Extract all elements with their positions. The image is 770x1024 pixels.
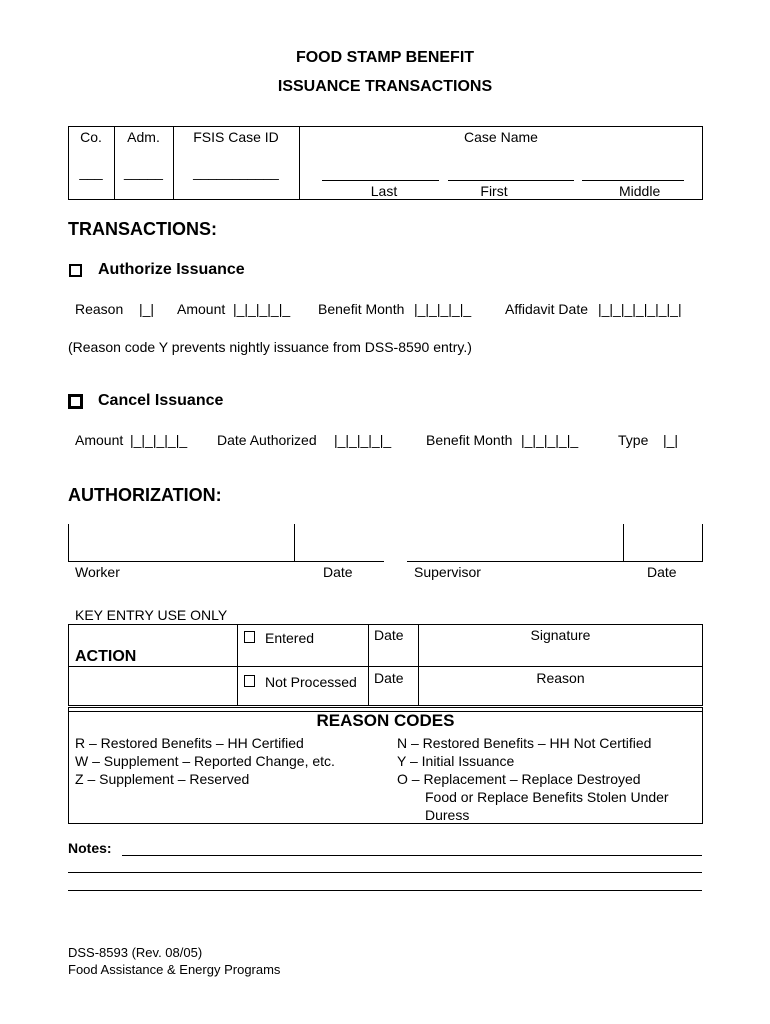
form-number: DSS-8593 (Rev. 08/05) (68, 945, 203, 960)
not-processed-checkbox[interactable] (244, 675, 255, 687)
cancel-amount-label: Amount (75, 432, 124, 448)
entered-date-label: Date (374, 627, 404, 643)
supervisor-signature-box-right (702, 524, 703, 562)
reason-code-z: Z – Supplement – Reserved (75, 771, 250, 787)
fsis-case-id-label: FSIS Case ID (193, 129, 279, 145)
signature-label: Signature (530, 627, 591, 643)
form-title-line-2: ISSUANCE TRANSACTIONS (277, 78, 493, 95)
type-label: Type (618, 432, 649, 448)
transactions-heading: TRANSACTIONS: (68, 219, 217, 239)
supervisor-signature-line[interactable] (407, 561, 702, 562)
date-authorized-field[interactable]: |_|_|_|_|_ (334, 432, 392, 448)
key-entry-label: KEY ENTRY USE ONLY (75, 607, 228, 623)
auth-reason-field[interactable]: |_| (139, 301, 155, 317)
reason-code-y: Y – Initial Issuance (397, 753, 515, 769)
notes-line-1[interactable] (122, 855, 702, 856)
authorize-issuance-checkbox[interactable] (69, 264, 82, 277)
worker-date-divider (294, 524, 295, 562)
first-name-field[interactable] (448, 180, 574, 181)
reason-code-o-cont-2: Duress (425, 807, 470, 823)
not-processed-label: Not Processed (265, 674, 357, 690)
notes-line-3[interactable] (68, 890, 702, 891)
auth-amount-field[interactable]: |_|_|_|_|_ (233, 301, 291, 317)
not-processed-date-label: Date (374, 670, 404, 686)
division-name: Food Assistance & Energy Programs (68, 962, 281, 977)
affidavit-date-label: Affidavit Date (505, 301, 589, 317)
cancel-issuance-checkbox[interactable] (68, 394, 83, 409)
reason-code-note: (Reason code Y prevents nightly issuance from DSS-8590 entry.) (68, 339, 472, 355)
reason-codes-heading: REASON CODES (316, 711, 455, 730)
middle-name-field[interactable] (582, 180, 684, 181)
supervisor-date-divider (623, 524, 624, 562)
reason-code-n: N – Restored Benefits – HH Not Certified (397, 735, 652, 751)
notes-line-2[interactable] (68, 872, 702, 873)
key-entry-row-divider (68, 666, 703, 667)
reason-codes-right-list (397, 734, 669, 824)
reason-code-r: R – Restored Benefits – HH Certified (75, 735, 304, 751)
auth-benefit-month-field[interactable]: |_|_|_|_|_ (414, 301, 472, 317)
case-name-label: Case Name (464, 129, 538, 145)
cancel-issuance-label: Cancel Issuance (98, 392, 224, 409)
authorize-issuance-label: Authorize Issuance (98, 261, 245, 278)
middle-label: Middle (619, 183, 661, 199)
reason-code-o-cont-1: Food or Replace Benefits Stolen Under (425, 789, 669, 805)
cancel-amount-field[interactable]: |_|_|_|_|_ (130, 432, 188, 448)
entered-checkbox[interactable] (244, 631, 255, 643)
worker-date-label: Date (323, 564, 353, 580)
key-entry-col-divider (368, 624, 369, 706)
last-name-field[interactable] (322, 180, 439, 181)
co-field[interactable]: ___ (79, 164, 103, 180)
reason-code-w: W – Supplement – Reported Change, etc. (75, 753, 335, 769)
adm-label: Adm. (127, 129, 160, 145)
auth-reason-label: Reason (75, 301, 124, 317)
authorization-heading: AUTHORIZATION: (68, 485, 222, 505)
adm-field[interactable]: _____ (124, 164, 163, 180)
affidavit-date-field[interactable]: |_|_|_|_|_|_|_| (598, 301, 682, 317)
cancel-benefit-month-field[interactable]: |_|_|_|_|_ (521, 432, 579, 448)
type-field[interactable]: |_| (663, 432, 679, 448)
worker-signature-line[interactable] (68, 561, 384, 562)
form-title-line-1: FOOD STAMP BENEFIT (295, 49, 475, 66)
last-label: Last (370, 183, 398, 199)
key-entry-col-divider (237, 624, 238, 706)
entered-label: Entered (265, 630, 315, 646)
auth-amount-label: Amount (177, 301, 226, 317)
fsis-case-id-field[interactable]: ___________ (193, 164, 279, 180)
first-label: First (480, 183, 508, 199)
action-label: ACTION (75, 648, 137, 665)
cancel-benefit-month-label: Benefit Month (426, 432, 513, 448)
co-label: Co. (80, 129, 102, 145)
supervisor-label: Supervisor (414, 564, 481, 580)
auth-benefit-month-label: Benefit Month (318, 301, 405, 317)
notes-label: Notes: (68, 840, 112, 856)
worker-signature-box-left (68, 524, 69, 562)
reason-label: Reason (536, 670, 585, 686)
supervisor-date-label: Date (647, 564, 677, 580)
reason-codes-left-list (75, 734, 335, 788)
worker-label: Worker (75, 564, 120, 580)
reason-code-o: O – Replacement – Replace Destroyed (397, 771, 641, 787)
date-authorized-label: Date Authorized (217, 432, 317, 448)
